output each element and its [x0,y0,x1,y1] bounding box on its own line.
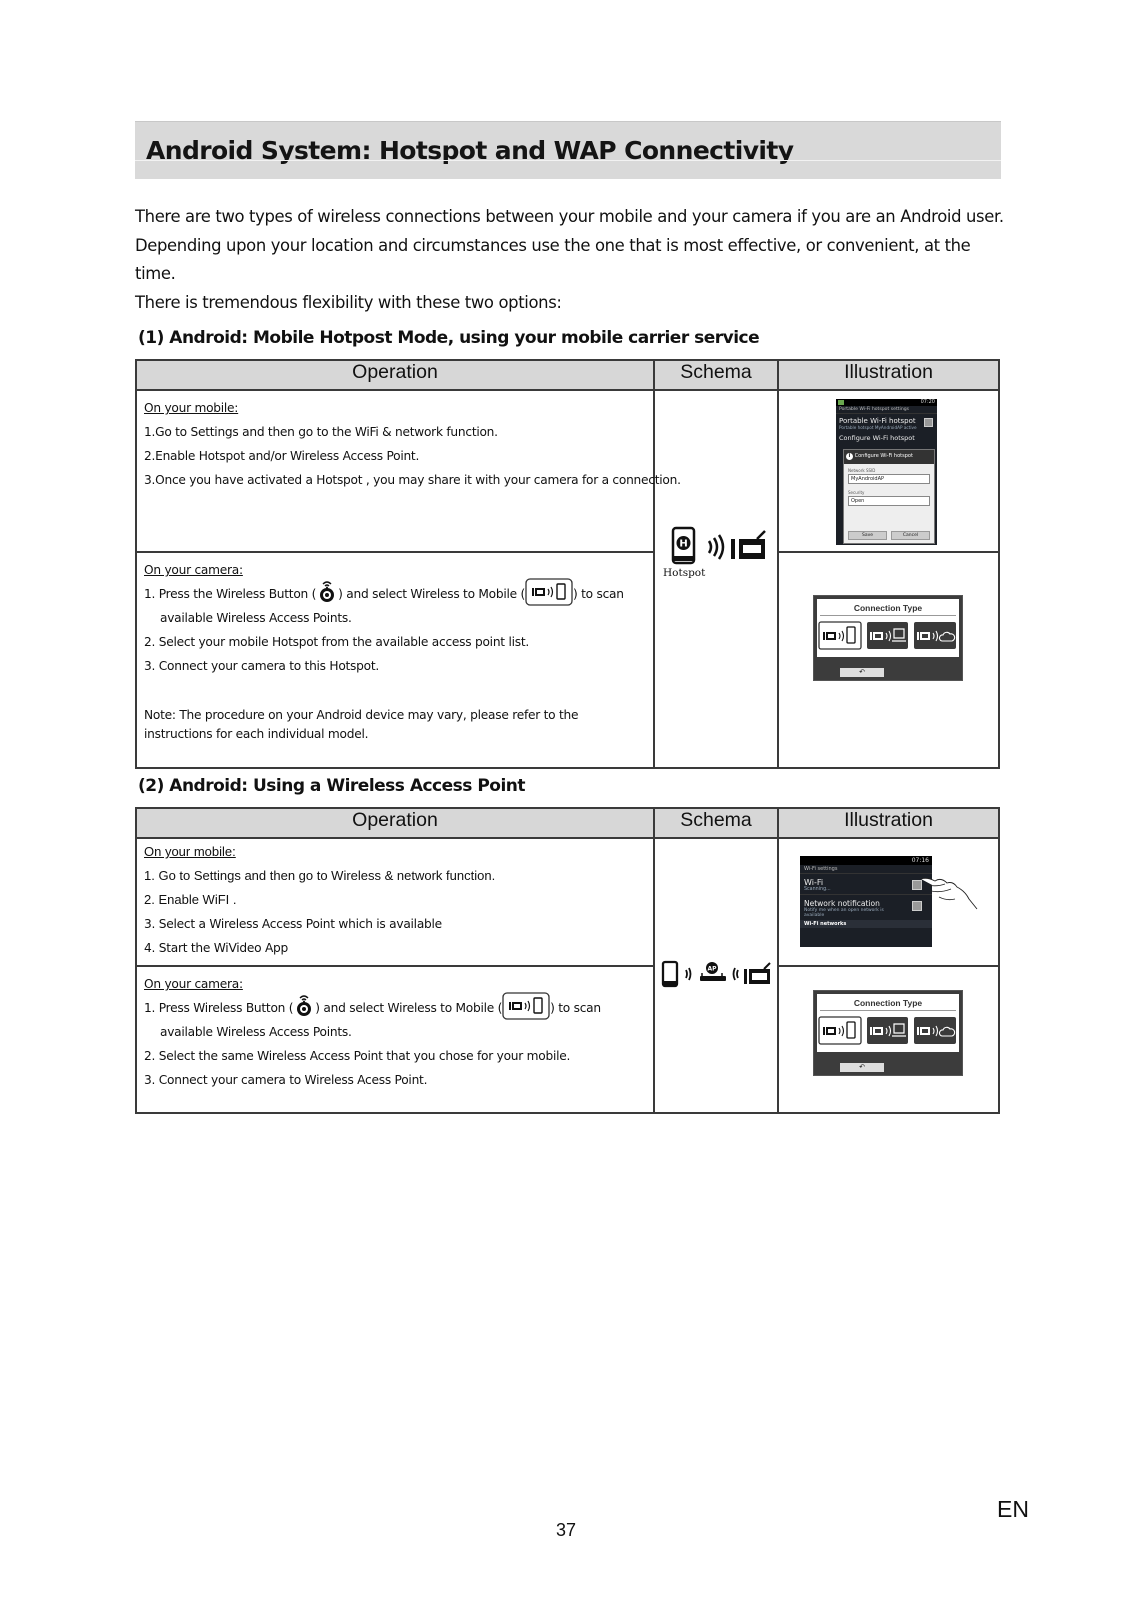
mobile-heading: On your mobile: [144,844,236,859]
mobile-step: 1.Go to Settings and then go to the WiFi & network function. [144,425,498,439]
connection-type-screen [813,595,963,681]
dialog-title: Configure Wi-Fi hotspot [854,453,913,459]
wireless-to-mobile-icon [525,578,573,606]
language-tag: EN [997,1496,1029,1522]
section1-title-b: using your mobile carrier service [453,328,760,348]
setting-wifi-sub: Scanning... [804,887,831,892]
info-icon: i [846,453,853,460]
setting-hotspot-sub: Portable hotspot MyAndroidAP active [839,425,917,430]
camera-step-3: 3. Connect your camera to this Hotspot. [144,659,380,673]
camera-step-2: 2. Select the same Wireless Access Point that you chose for your mobile. [144,1049,571,1063]
camera-step-1-c: ) to scan [550,1001,601,1015]
page-title-bar [135,121,1001,179]
cancel-button: Cancel [891,531,930,540]
column-header-schema: Schema [654,360,778,390]
camera-bar-icon [731,539,735,559]
access-point-schema-diagram [660,959,776,993]
mobile-step: 2.Enable Hotspot and/or Wireless Access Point. [144,449,420,463]
svg-text:AP: AP [707,965,717,973]
title-rule [135,160,1001,161]
phone-screenshot-wifi [800,856,932,947]
section2-phone-illustration-cell [778,838,999,966]
section1-schema-cell [654,390,778,768]
section2-connection-illustration-cell [778,966,999,1113]
camera-step-1 [144,996,646,1020]
column-header-illustration: Illustration [778,360,999,390]
page-title: Android System: Hotspot and WAP Connectivity [146,136,794,165]
section1-connection-illustration-cell [778,552,999,768]
phone-screenshot-hotspot [836,399,937,545]
intro-line: There are two types of wireless connections between your mobile and your camera if you are an Android user. [135,207,1004,226]
configure-dialog [843,449,935,544]
ssid-value: MyAndroidAP [848,474,930,484]
ssid-label: Network SSID [848,468,876,473]
camera-step-1-b: ) and select Wireless to Mobile ( [315,1001,503,1015]
status-bar [836,399,937,406]
mobile-step: 3. Select a Wireless Access Point which is available [144,917,442,931]
section1-camera-cell [136,552,654,768]
spacer [144,678,646,702]
mobile-heading: On your mobile: [144,401,239,415]
app-icon [838,400,844,405]
section1-title [138,328,759,348]
column-header-illustration: Illustration [778,808,999,838]
wireless-button-icon [293,993,315,1017]
wireless-to-mobile-icon [502,992,550,1020]
camera-step-1-cont: available Wireless Access Points. [160,611,352,625]
camera-step-1-c: ) to scan [573,587,624,601]
signal-waves-icon [686,968,691,980]
security-label: Security [848,490,865,495]
camera-step-3: 3. Connect your camera to Wireless Acess Point. [144,1073,428,1087]
screen-header: Portable Wi-Fi hotspot settings [836,406,937,414]
connection-options [817,619,959,653]
back-button: ↶ [840,1063,884,1072]
status-bar [800,856,932,865]
camera-step-1-a: 1. Press the Wireless Button ( [144,587,317,601]
setting-network-notification-sub: Notify me when an open network is available [804,908,884,918]
section1-mobile-cell [136,390,681,552]
setting-network-notification: Network notification [804,899,880,908]
mobile-step: 1. Go to Settings and then go to Wireless & network function. [144,868,496,883]
column-header-operation: Operation [136,360,654,390]
hand-pointer-icon [919,867,979,915]
camera-step-1-cont: available Wireless Access Points. [160,1025,352,1039]
connection-type-title: Connection Type [853,998,923,1008]
setting-hotspot: Portable Wi-Fi hotspot [839,417,916,425]
security-value: Open [848,496,930,506]
section2-table [135,807,1000,1114]
section2-schema-cell [654,838,778,1113]
wireless-button-icon [316,579,338,603]
camera-step-1-b: ) and select Wireless to Mobile ( [338,587,526,601]
camera-heading: On your camera: [144,977,243,991]
intro-line: There is tremendous flexibility with these two options: [135,292,562,312]
status-time: 07:16 [911,857,929,864]
wifi-networks-header: Wi-Fi networks [800,920,932,928]
intro-line: Depending upon your location and circumstances use the one that is most effective, or convenient, at the time. [135,235,971,283]
camera-step-1-a: 1. Press Wireless Button ( [144,1001,294,1015]
connection-type-title: Connection Type [853,603,923,613]
signal-waves-icon [709,535,723,559]
note: Note: The procedure on your Android device may vary, please refer to the instructions for each individual model. [144,708,579,741]
section2-mobile-cell [136,838,654,966]
page-number: 37 [556,1520,577,1540]
camera-step-2: 2. Select your mobile Hotspot from the available access point list. [144,635,529,649]
section2-camera-cell [136,966,654,1113]
camera-step-1 [144,582,646,606]
svg-text:H: H [679,538,688,550]
section1-table [135,359,1000,769]
save-button: Save [848,531,887,540]
connection-options [817,1014,959,1048]
status-time: 07:20 [920,399,935,405]
screen-header: Wi-Fi settings [800,865,932,874]
signal-waves-icon [734,968,739,980]
column-header-operation: Operation [136,808,654,838]
section1-title-a: (1) Android: Mobile Hotpost Mode, [138,328,454,348]
section2-title: (2) Android: Using a Wireless Access Point [138,776,526,796]
hotspot-label: Hotspot [663,567,706,579]
column-header-schema: Schema [654,808,778,838]
back-button: ↶ [840,668,884,677]
checkbox-icon [924,418,933,427]
setting-wifi: Wi-Fi [804,878,824,887]
camera-heading: On your camera: [144,563,243,577]
setting-configure: Configure Wi-Fi hotspot [839,434,915,442]
mobile-step: 3.Once you have activated a Hotspot , you may share it with your camera for a connection. [144,473,681,487]
mobile-step: 2. Enable WiFI . [144,892,237,907]
intro-paragraph [135,203,1015,317]
section1-phone-illustration-cell [778,390,999,552]
connection-type-screen [813,990,963,1076]
mobile-step: 4. Start the WiVideo App [144,941,289,955]
camera-bar-icon [744,969,747,984]
